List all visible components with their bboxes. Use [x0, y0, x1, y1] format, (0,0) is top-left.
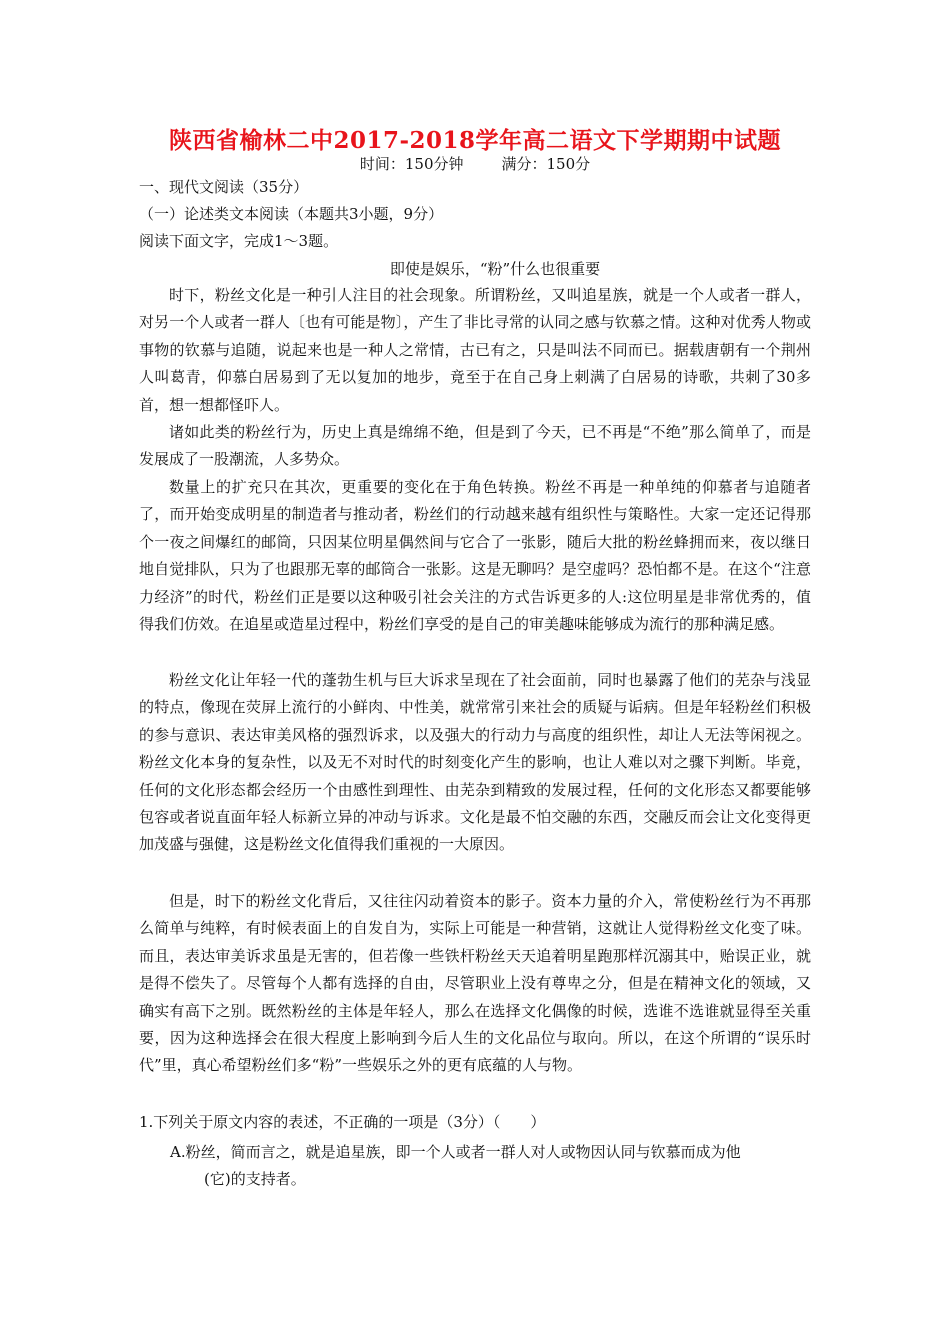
section-heading: 一、现代文阅读（35分） [139, 178, 309, 196]
page-title: 陕西省榆林二中2017-2018学年高二语文下学期期中试题 [168, 127, 782, 154]
article-paragraph: 数量上的扩充只在其次，更重要的变化在于角色转换。粉丝不再是一种单纯的仰慕者与追随者了，而开始变成明星的制造者与推动者，粉丝们的行动越来越有组织性与策略性。大家一定还记得那个一夜之间爆红的邮筒，只因某位明星偶然间与它合了一张影，随后大批的粉丝蜂拥而来，夜以继日地自觉排队，只为了也跟那无辜的邮筒合一张影。这是无聊吗？是空虚吗？恐怕都不是。在这个“注意力经济”的时代，粉丝们正是要以这种吸引社会关注的方式告诉更多的人:这位明星是非常优秀的，值得我们仿效。在追星或造星过程中，粉丝们享受的是自己的审美趣味能够成为流行的那种满足感。 [139, 478, 811, 634]
reading-instruction: 阅读下面文字，完成1～3题。 [139, 232, 339, 250]
option-a-label: A. [170, 1143, 186, 1161]
article-paragraph: 时下，粉丝文化是一种引人注目的社会现象。所谓粉丝，又叫追星族，就是一个人或者一群人，对另一个人或者一群人〔也有可能是物〕，产生了非比寻常的认同之感与钦慕之情。这种对优秀人物或事物的钦慕与追随，说起来也是一种人之常情，古已有之，只是叫法不同而已。据载唐朝有一个荆州人叫葛青，仰慕白居易到了无以复加的地步，竟至于在自己身上刺满了白居易的诗歌，共刺了30多首，想一想都怪吓人。 [139, 286, 811, 414]
article-title: 即使是娱乐，“粉”什么也很重要 [389, 260, 601, 278]
question-stem: 1.下列关于原文内容的表述，不正确的一项是（3分）（ ） [139, 1113, 546, 1131]
article-paragraph: 但是，时下的粉丝文化背后，又往往闪动着资本的影子。资本力量的介入，常使粉丝行为不再那么简单与纯粹，有时候表面上的自发自为，实际上可能是一种营销，这就让人觉得粉丝文化变了味。而且，表达审美诉求虽是无害的，但若像一些铁杆粉丝天天追着明星跑那样沉溺其中，贻误正业，就是得不偿失了。尽管每个人都有选择的自由，尽管职业上没有尊卑之分，但是在精神文化的领域，又确实有高下之别。既然粉丝的主体是年轻人，那么在选择文化偶像的时候，选谁不选谁就显得至关重要，因为这种选择会在很大程度上影响到今后人生的文化品位与取向。所以，在这个所谓的“误乐时代”里，真心希望粉丝们多“粉”一些娱乐之外的更有底蕴的人与物。 [139, 892, 811, 1075]
article-paragraph: 粉丝文化让年轻一代的蓬勃生机与巨大诉求呈现在了社会面前，同时也暴露了他们的芜杂与浅显的特点，像现在荧屏上流行的小鲜肉、中性美，就常常引来社会的质疑与诟病。但是年轻粉丝们积极的参与意识、表达审美风格的强烈诉求，以及强大的行动力与高度的组织性，却让人无法等闲视之。粉丝文化本身的复杂性，以及无不对时代的时刻变化产生的影响，也让人难以对之骤下判断。毕竟，任何的文化形态都会经历一个由感性到理性、由芜杂到精致的发展过程，任何的文化形态又都要能够包容或者说直面年轻人标新立异的冲动与诉求。文化是最不怕交融的东西，交融反而会让文化变得更加茂盛与强健，这是粉丝文化值得我们重视的一大原因。 [139, 671, 811, 854]
option-a-text: 粉丝，简而言之，就是追星族，即一个人或者一群人对人或物因认同与钦慕而成为他 [185, 1143, 741, 1161]
exam-score: 满分：150分 [501, 155, 591, 173]
option-a [170, 1139, 812, 1194]
exam-meta [0, 153, 950, 174]
exam-time: 时间：150分钟 [359, 155, 464, 173]
subsection-heading: （一）论述类文本阅读（本题共3小题，9分） [139, 205, 444, 223]
article-paragraph: 诸如此类的粉丝行为，历史上真是绵绵不绝，但是到了今天，已不再是“不绝”那么简单了，而是发展成了一股潮流，人多势众。 [139, 423, 811, 469]
option-a-continuation: (它)的支持者。 [204, 1170, 306, 1189]
